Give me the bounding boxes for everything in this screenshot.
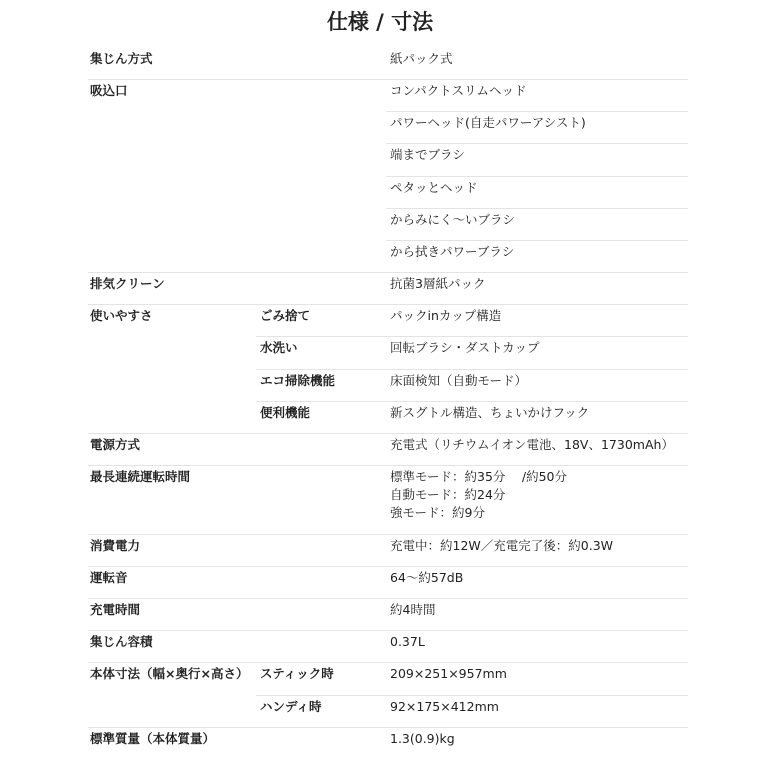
row-divider [256, 695, 688, 696]
row-sublabel: スティック時 [260, 666, 334, 681]
row-label: 吸込口 [90, 83, 128, 98]
row-divider [88, 79, 688, 80]
row-divider [386, 208, 688, 209]
row-value: からみにく〜いブラシ [390, 212, 516, 227]
row-value: 充電式（リチウムイオン電池、18V、1730mAh） [390, 437, 674, 452]
row-divider [386, 176, 688, 177]
row-divider [256, 401, 688, 402]
row-divider [256, 336, 688, 337]
row-value: 209×251×957mm [390, 666, 507, 681]
row-label: 本体寸法（幅×奥行×高さ） [90, 666, 249, 681]
row-value: 新スグトル構造、ちょいかけフック [390, 405, 590, 420]
row-value: 端までブラシ [390, 147, 466, 162]
row-value: ペタッとヘッド [390, 180, 478, 195]
row-label: 充電時間 [90, 602, 141, 617]
row-value: 64〜約57dB [390, 570, 464, 585]
row-label: 使いやすさ [90, 308, 153, 323]
row-value: パワーヘッド(自走パワーアシスト) [390, 115, 586, 130]
row-label: 排気クリーン [90, 276, 165, 291]
row-divider [386, 111, 688, 112]
row-divider [88, 304, 688, 305]
row-value: 92×175×412mm [390, 699, 499, 714]
row-divider [386, 143, 688, 144]
row-label: 消費電力 [90, 538, 141, 553]
row-divider [88, 272, 688, 273]
page-title: 仕様 / 寸法 [326, 10, 434, 34]
row-divider [88, 662, 688, 663]
row-label: 標準質量（本体質量） [90, 731, 216, 746]
row-divider [256, 369, 688, 370]
row-divider [88, 534, 688, 535]
row-divider [88, 630, 688, 631]
row-divider [88, 433, 688, 434]
row-value: 0.37L [390, 634, 425, 649]
row-divider [88, 598, 688, 599]
row-divider [88, 465, 688, 466]
row-value: 標準モード：約35分 /約50分 自動モード：約24分 強モード：約9分 [390, 469, 567, 520]
row-value: 1.3(0.9)kg [390, 731, 455, 746]
row-label: 最長連続運転時間 [90, 469, 191, 484]
row-label: 集じん方式 [90, 51, 153, 66]
row-value: 抗菌3層紙パック [390, 276, 486, 291]
row-value: 約4時間 [390, 602, 436, 617]
row-sublabel: ハンディ時 [260, 699, 322, 714]
row-divider [88, 566, 688, 567]
row-sublabel: 便利機能 [260, 405, 311, 420]
row-label: 集じん容積 [90, 634, 153, 649]
row-divider [386, 240, 688, 241]
row-value: コンパクトスリムヘッド [390, 83, 527, 98]
row-value: 充電中：約12W／充電完了後：約0.3W [390, 538, 614, 553]
row-value: 回転ブラシ・ダストカップ [390, 340, 540, 355]
row-sublabel: エコ掃除機能 [260, 373, 336, 388]
row-value: パックinカップ構造 [390, 308, 502, 323]
row-value: から拭きパワーブラシ [390, 244, 515, 259]
row-sublabel: 水洗い [260, 340, 298, 355]
row-value: 紙パック式 [390, 51, 453, 66]
row-label: 電源方式 [90, 437, 141, 452]
row-label: 運転音 [90, 570, 128, 585]
row-sublabel: ごみ捨て [260, 308, 311, 323]
row-value: 床面検知（自動モード） [390, 373, 528, 388]
row-divider [88, 727, 688, 728]
